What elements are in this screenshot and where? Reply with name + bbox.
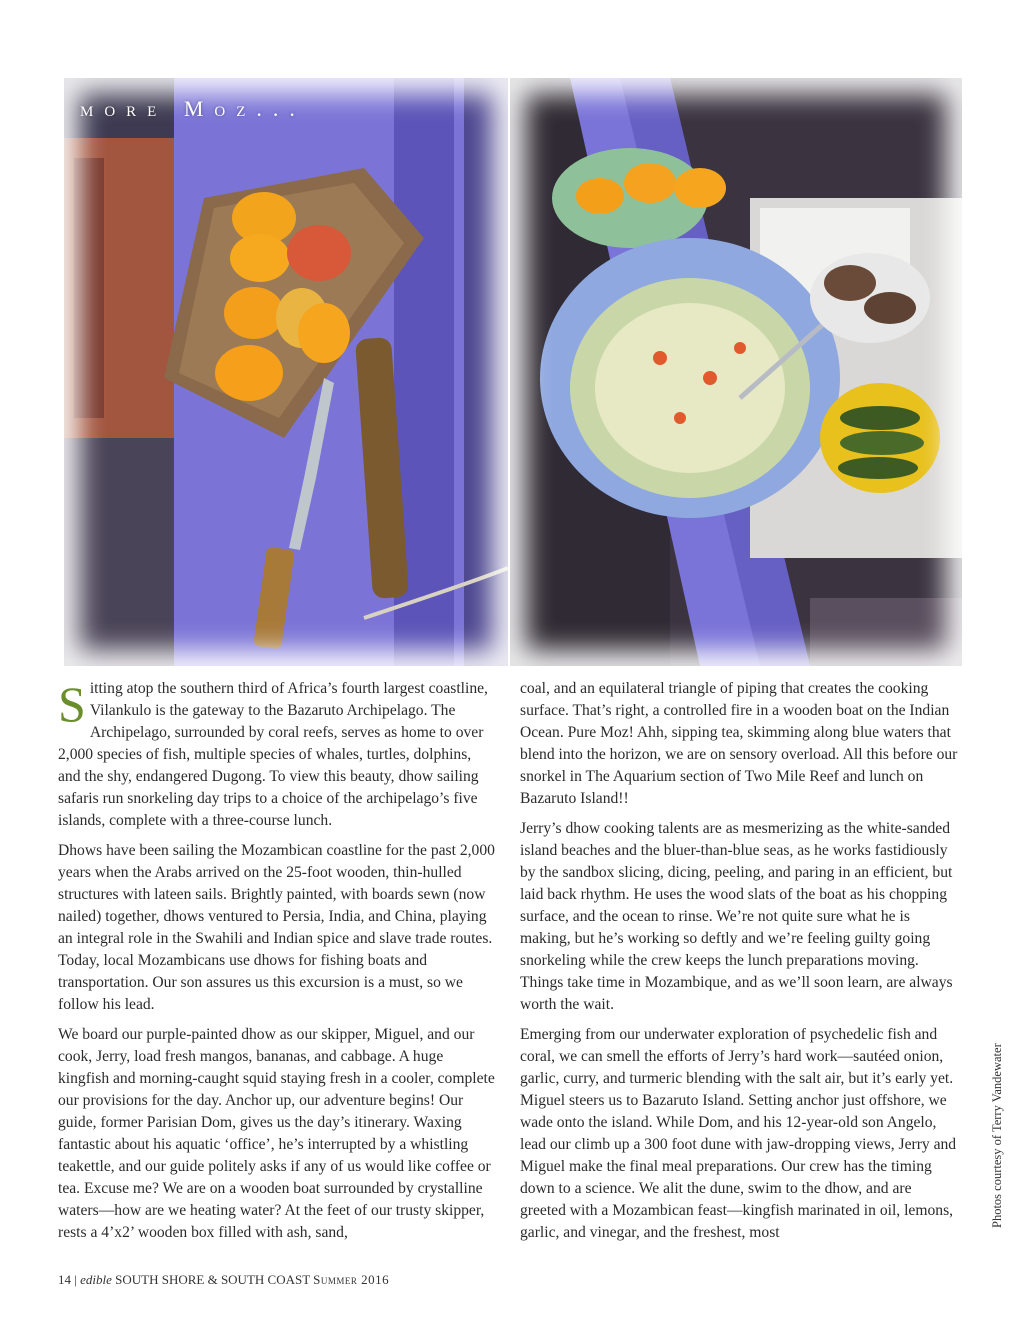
page-number: 14 [58, 1272, 71, 1287]
paragraph-5: Jerry’s dhow cooking talents are as mesmerizing as the white-sanded island beaches and the bluer-than-blue seas, as he works fastidiously by the sandbox slicing, dicing, peeling, and paring in an efficient, but laid back rhythm. He uses the wood slats of the boat as his chopping surface, and the ocean to rinse. We’re not quite sure what he is making, but he’s working so deftly and we’re feeling guilty going snorkeling while the crew keeps the lunch preparations moving. Things take time in Mozambique, and as we’ll soon learn, are always worth the wait. [520, 820, 953, 1013]
footer-separator: | [74, 1272, 77, 1287]
section-kicker: more Moz... [80, 96, 306, 121]
photo-credit: Photos courtesy of Terry Vandewater [990, 1043, 1004, 1228]
paragraph-4: coal, and an equilateral triangle of piping that creates the cooking surface. That’s right, a controlled fire in a wooden boat on the Indian Ocean. Pure Moz! Ahh, sipping tea, skimming along blue waters that blend into the horizon, we are on sensory overload. All this before our snorkel in The Aquarium section of Two Mile Reef and lunch on Bazaruto Island!! [520, 680, 958, 807]
publication-title: SOUTH SHORE & SOUTH COAST [115, 1272, 310, 1287]
issue-season: Summer 2016 [313, 1272, 390, 1287]
drop-cap: S [58, 676, 86, 732]
paragraph-2: Dhows have been sailing the Mozambican coastline for the past 2,000 years when the Arabs arrived on the 25-foot wooden, thin-hulled structures with lateen sails. Brightly painted, with boards sewn (now nailed) together, dhows ventured to Persia, India, and China, playing an integral role in the Swahili and Indian spice and slave trade routes. Today, local Mozambicans use dhows for fishing boats and transportation. Our son assures us this excursion is a must, so we follow his lead. [58, 842, 495, 1013]
article-column-left [58, 678, 496, 1252]
paragraph-6: Emerging from our underwater exploration of psychedelic fish and coral, we can smell the efforts of Jerry’s hard work—sautéed onion, garlic, curry, and turmeric blending with the salt air, but it’s early yet. Miguel steers us to Bazaruto Island. Setting anchor just offshore, we wade onto the island. While Dom, and his 12-year-old son Angelo, lead our climb up a 300 foot dune with jaw-dropping views, Jerry and Miguel make the final meal preparations. Our crew has the timing down to a science. We alit the dune, swim to the dhow, and are greeted with a Mozambican feast—kingfish marinated in oil, lemons, garlic, and vinegar, and the freshest, most [520, 1026, 957, 1241]
paragraph-1 [58, 678, 496, 832]
mango-photo-illustration [64, 78, 508, 666]
photo-mangos [64, 78, 508, 666]
lunch-photo-illustration [510, 78, 962, 666]
photo-lunch [510, 78, 962, 666]
paragraph-1-text: itting atop the southern third of Africa’s fourth largest coastline, Vilankulo is the gateway to the Bazaruto Archipelago. The Archipelago, surrounded by coral reefs, serves as home to over 2,000 species of fish, multiple species of whales, turtles, dolphins, and the shy, endangered Dugong. To view this beauty, dhow sailing safaris run snorkeling day trips to a choice of the archipelago’s five islands, complete with a three-course lunch. [58, 680, 488, 829]
paragraph-3: We board our purple-painted dhow as our skipper, Miguel, and our cook, Jerry, load fresh mangos, bananas, and cabbage. A huge kingfish and morning-caught squid staying fresh in a cooler, complete our provisions for the day. Anchor up, our adventure begins! Our guide, former Parisian Dom, gives us the day’s itinerary. Waxing fantastic about his aquatic ‘office’, he’s interrupted by a whistling teakettle, and our guide politely asks if any of us would like coffee or tea. Excuse me? We are on a wooden boat surrounded by crystalline waters—how are we heating water? At the feet of our trusty skipper, rests a 4’x2’ wooden box filled with ash, sand, [58, 1026, 495, 1241]
article-column-right [520, 678, 958, 1252]
publication-name: edible [80, 1272, 112, 1287]
page-footer [58, 1272, 389, 1288]
